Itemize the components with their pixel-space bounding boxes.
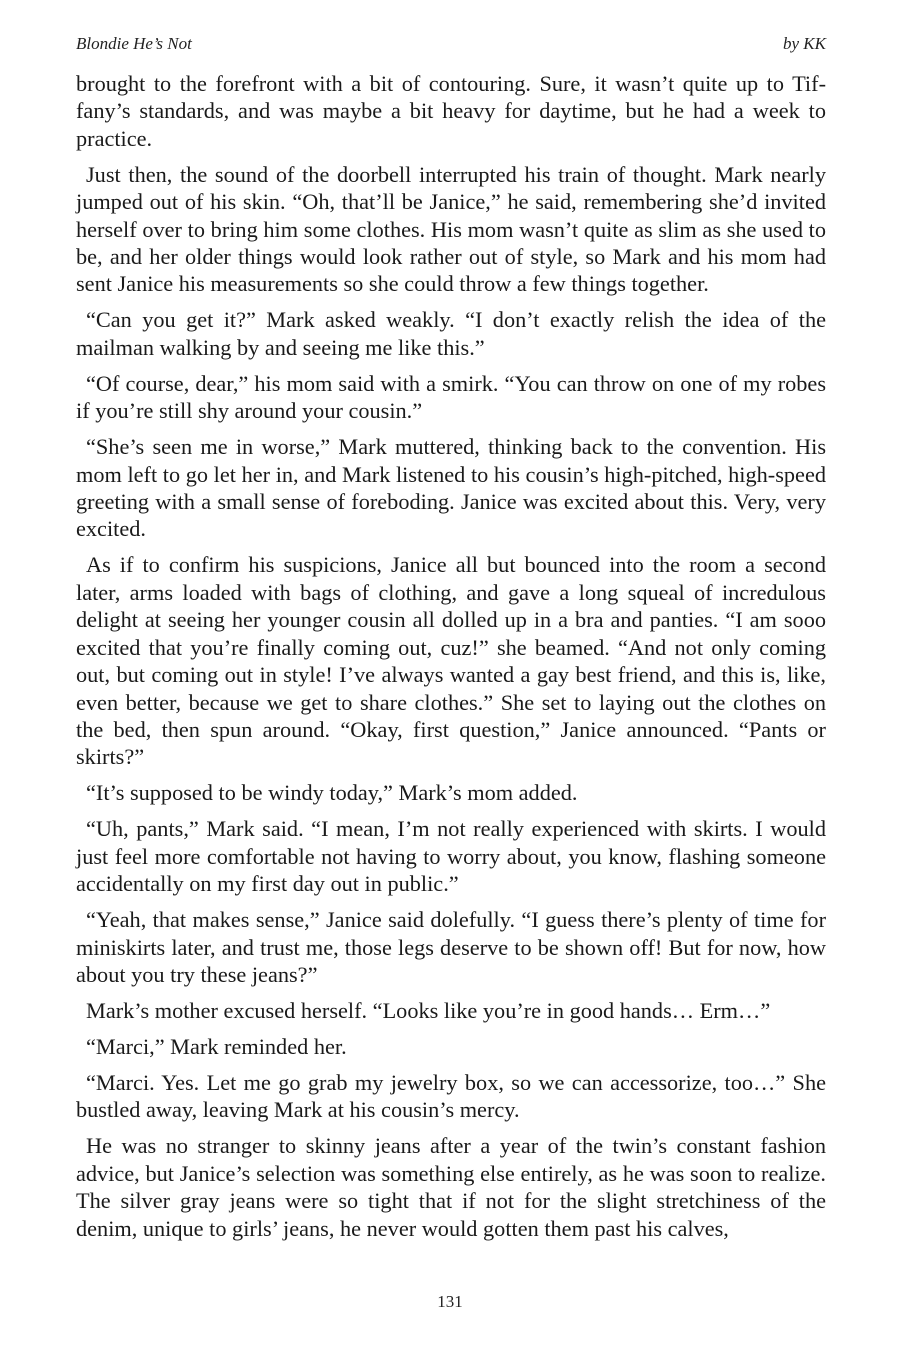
paragraph: “Marci. Yes. Let me go grab my jewelry box, so we can accessorize, too…” She bustled away, leaving Mark at his cousin’s mercy.: [76, 1069, 826, 1123]
paragraph: As if to confirm his suspicions, Janice all but bounced into the room a second later, arms loaded with bags of clothing, and gave a long squeal of incredulous delight at seeing her younger cousin all dolled up in a bra and panties. “I am sooo excited that you’re finally coming out, cuz!” she beamed. “And not only coming out, but coming out in style! I’ve always wanted a gay best friend, and this is, like, even better, because we get to share clothes.” She set to laying out the clothes on the bed, then spun around. “Okay, first question,” Janice announced. “Pants or skirts?”: [76, 552, 826, 770]
paragraph: He was no stranger to skinny jeans after a year of the twin’s constant fashion advice, but Janice’s selection was something else entirely, as he was soon to realize. The silver gray jeans were so tight that if not for the slight stretchiness of the denim, unique to girls’ jeans, he never would gotten them past his calves,: [76, 1133, 826, 1241]
page-number: 131: [437, 1292, 463, 1311]
body-text: [76, 70, 826, 1251]
book-title: Blondie He’s Not: [76, 34, 192, 53]
paragraph: “Can you get it?” Mark asked weakly. “I don’t exactly relish the idea of the mailman walking by and seeing me like this.”: [76, 307, 826, 360]
paragraph: brought to the forefront with a bit of contouring. Sure, it wasn’t quite up to Tiffany’s standards, and was maybe a bit heavy for daytime, but he had a week to practice.: [76, 71, 826, 151]
paragraph: “Uh, pants,” Mark said. “I mean, I’m not really experienced with skirts. I would just feel more comfortable not having to worry about, you know, flashing someone accidentally on my first day out in public.”: [76, 816, 826, 897]
paragraph: “It’s supposed to be windy today,” Mark’s mom added.: [86, 780, 578, 806]
author-credit: by KK: [783, 34, 826, 53]
running-header: [76, 34, 826, 54]
paragraph: “Of course, dear,” his mom said with a smirk. “You can throw on one of my robes if you’re still shy around your cousin.”: [76, 370, 826, 424]
paragraph: “Yeah, that makes sense,” Janice said dolefully. “I guess there’s plenty of time for miniskirts later, and trust me, those legs deserve to be shown off! But for now, how about you try these jeans?”: [76, 907, 826, 987]
paragraph: “She’s seen me in worse,” Mark muttered, thinking back to the convention. His mom left to go let her in, and Mark listened to his cousin’s high-pitched, high-speed greeting with a small sense of foreboding. Janice was excited about this. Very, very excited.: [76, 434, 826, 542]
paragraph: Just then, the sound of the doorbell interrupted his train of thought. Mark nearly jumped out of his skin. “Oh, that’ll be Janice,” he said, remembering she’d invited herself over to bring him some clothes. His mom wasn’t quite as slim as she used to be, and her older things would look rather out of style, so Mark and his mom had sent Janice his measurements so she could throw a few things together.: [76, 161, 826, 297]
paragraph: Mark’s mother excused herself. “Looks like you’re in good hands… Erm…”: [86, 997, 771, 1023]
paragraph: “Marci,” Mark reminded her.: [86, 1033, 347, 1059]
